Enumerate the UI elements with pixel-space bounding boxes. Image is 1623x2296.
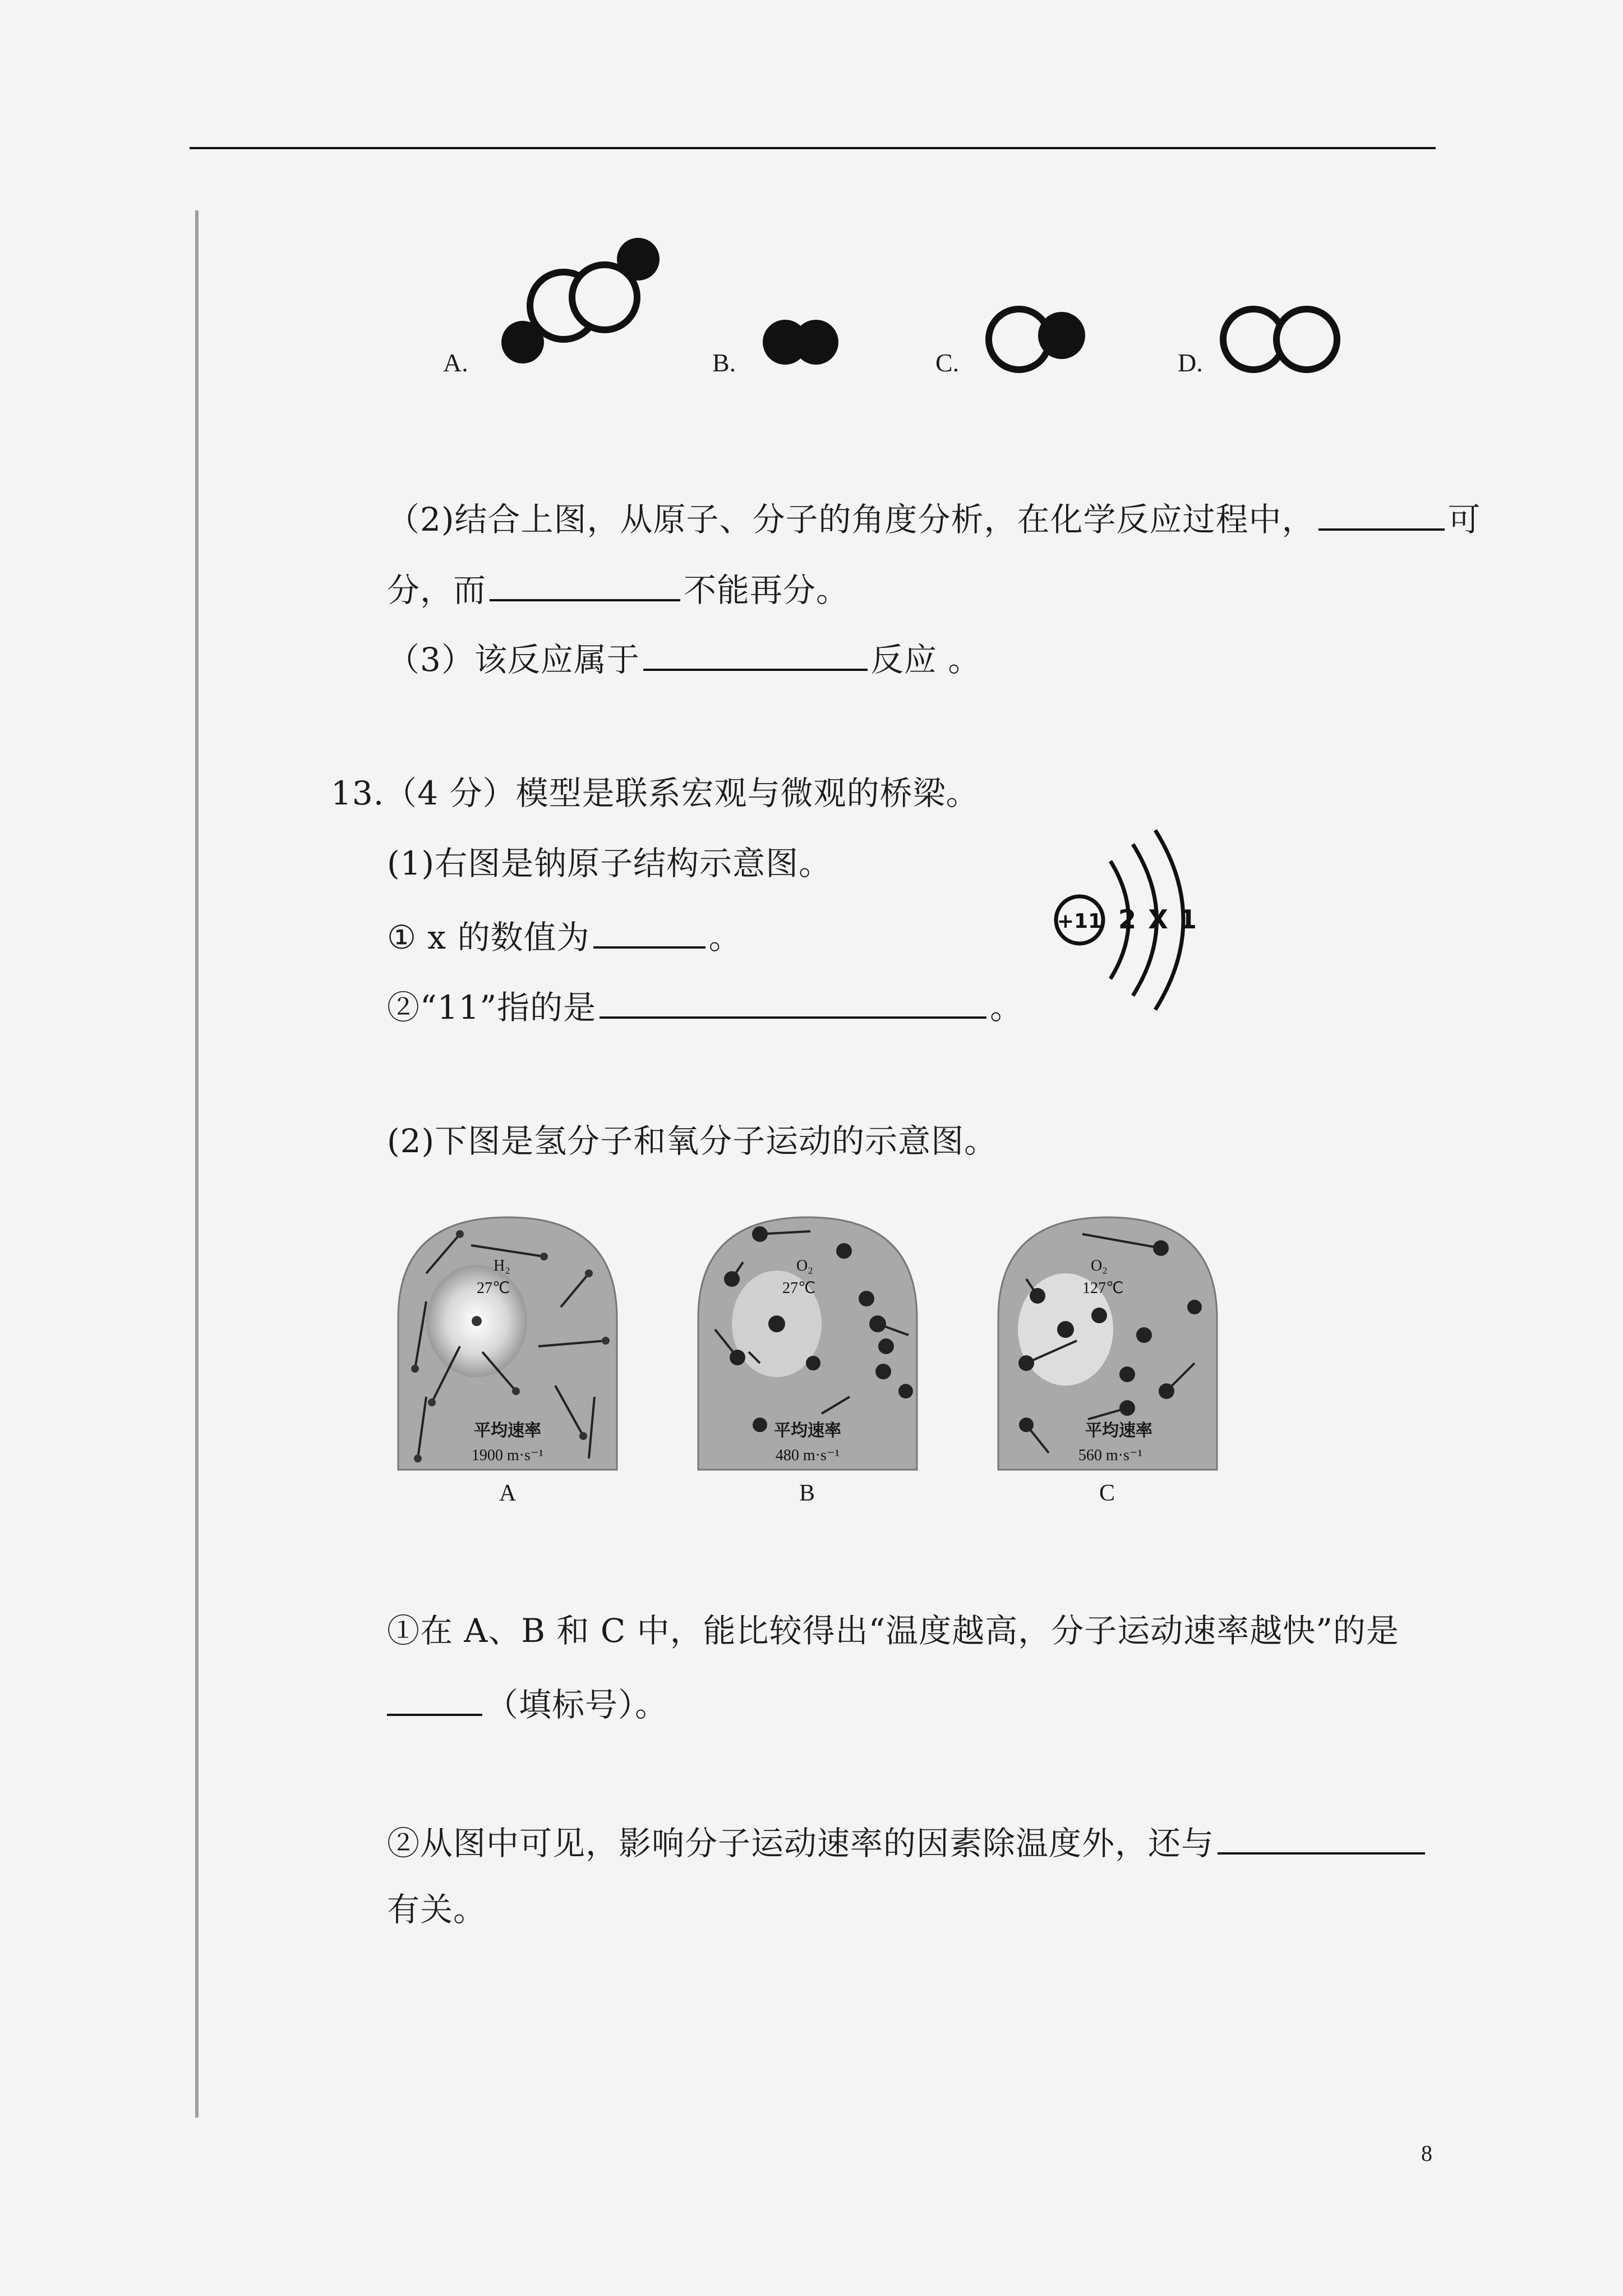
margin-rule: [195, 210, 199, 2118]
chamber-a-temp: 27℃: [477, 1280, 510, 1297]
q12-part3-start: （3）该反应属于: [387, 641, 640, 679]
q13-part2-q1-end: （填标号）。: [486, 1686, 668, 1724]
q12-part2-line2-end: 不能再分。: [684, 571, 850, 609]
chamber-c-gas: O₂: [1091, 1257, 1108, 1274]
chamber-a-speed-title: 平均速率: [474, 1421, 541, 1441]
q13-part2-q2-start: ②从图中可见，影响分子运动速率的因素除温度外，还与: [387, 1824, 1215, 1862]
answer-blank[interactable]: [643, 639, 868, 671]
q13-part2-intro: (2)下图是氢分子和氧分子运动的示意图。: [387, 1122, 998, 1160]
chamber-b-speed: 480 m·s⁻¹: [775, 1447, 840, 1464]
shell2-electrons: X: [1148, 904, 1168, 935]
answer-blank[interactable]: [1318, 499, 1445, 531]
q13-part2-q1-line2: [387, 1685, 668, 1724]
chamber-a-gas: H₂: [494, 1257, 510, 1274]
header-rule: [190, 147, 1436, 149]
sodium-atom-diagram: [1049, 808, 1217, 1010]
chamber-c-diagram: [993, 1212, 1223, 1470]
q13-part1-q2: [387, 987, 1023, 1027]
chamber-c-label: C: [1099, 1480, 1115, 1506]
q12-part2-line2-start: 分，而: [387, 571, 487, 609]
molecule-b-diagram: [760, 314, 844, 370]
answer-blank[interactable]: [593, 917, 706, 949]
chamber-b-label: B: [799, 1480, 815, 1506]
molecule-a-diagram: [494, 230, 662, 376]
chamber-b-temp: 27℃: [782, 1280, 816, 1297]
q13-part1-q1-end: 。: [708, 918, 742, 956]
option-a-label: A.: [443, 348, 468, 377]
page-number: 8: [1421, 2141, 1432, 2166]
q12-part3-end: 反应 。: [870, 641, 981, 679]
q12-part3-line: [387, 639, 981, 679]
option-d-label: D.: [1178, 348, 1203, 377]
molecule-d-diagram: [1220, 297, 1343, 381]
q13-header: 13.（4 分）模型是联系宏观与微观的桥梁。: [331, 774, 979, 812]
q13-part2-q1-line1: ①在 A、B 和 C 中，能比较得出“温度越高，分子运动速率越快”的是: [387, 1612, 1399, 1650]
q13-part1-q2-end: 。: [990, 988, 1023, 1027]
chamber-a-label: A: [499, 1480, 517, 1506]
answer-blank[interactable]: [490, 570, 680, 601]
chamber-b-speed-title: 平均速率: [774, 1421, 841, 1441]
q13-part1-intro: (1)右图是钠原子结构示意图。: [387, 844, 832, 882]
option-c-label: C.: [935, 348, 960, 377]
q13-part2-q2-line1: [387, 1823, 1428, 1860]
q12-part2-line2: [387, 570, 850, 609]
q13-part1-q1-start: ① x 的数值为: [387, 918, 590, 956]
chamber-b-diagram: [693, 1212, 923, 1470]
answer-blank[interactable]: [1218, 1823, 1425, 1855]
chamber-c-speed: 560 m·s⁻¹: [1078, 1447, 1143, 1464]
nucleus-charge: +11: [1057, 910, 1103, 933]
shell1-electrons: 2: [1118, 904, 1137, 935]
q13-part2-q2-line2: 有关。: [387, 1890, 487, 1929]
q12-part2-end: 可: [1447, 500, 1481, 539]
chamber-a-diagram: [393, 1212, 623, 1470]
q13-part1-q1: [387, 917, 742, 954]
q12-part2-line1: [387, 499, 1481, 539]
q13-part1-q2-start: ②“11”指的是: [387, 988, 597, 1027]
molecule-c-diagram: [984, 297, 1091, 381]
shell3-electrons: 1: [1178, 904, 1197, 935]
chamber-c-speed-title: 平均速率: [1085, 1421, 1152, 1441]
chamber-c-temp: 127℃: [1082, 1280, 1124, 1297]
chamber-b-gas: O₂: [796, 1257, 813, 1274]
option-b-label: B.: [712, 348, 736, 377]
answer-blank[interactable]: [387, 1685, 482, 1716]
answer-blank[interactable]: [600, 987, 986, 1019]
q12-part2-text: （2)结合上图，从原子、分子的角度分析，在化学反应过程中，: [387, 500, 1315, 539]
chamber-a-speed: 1900 m·s⁻¹: [471, 1447, 544, 1464]
